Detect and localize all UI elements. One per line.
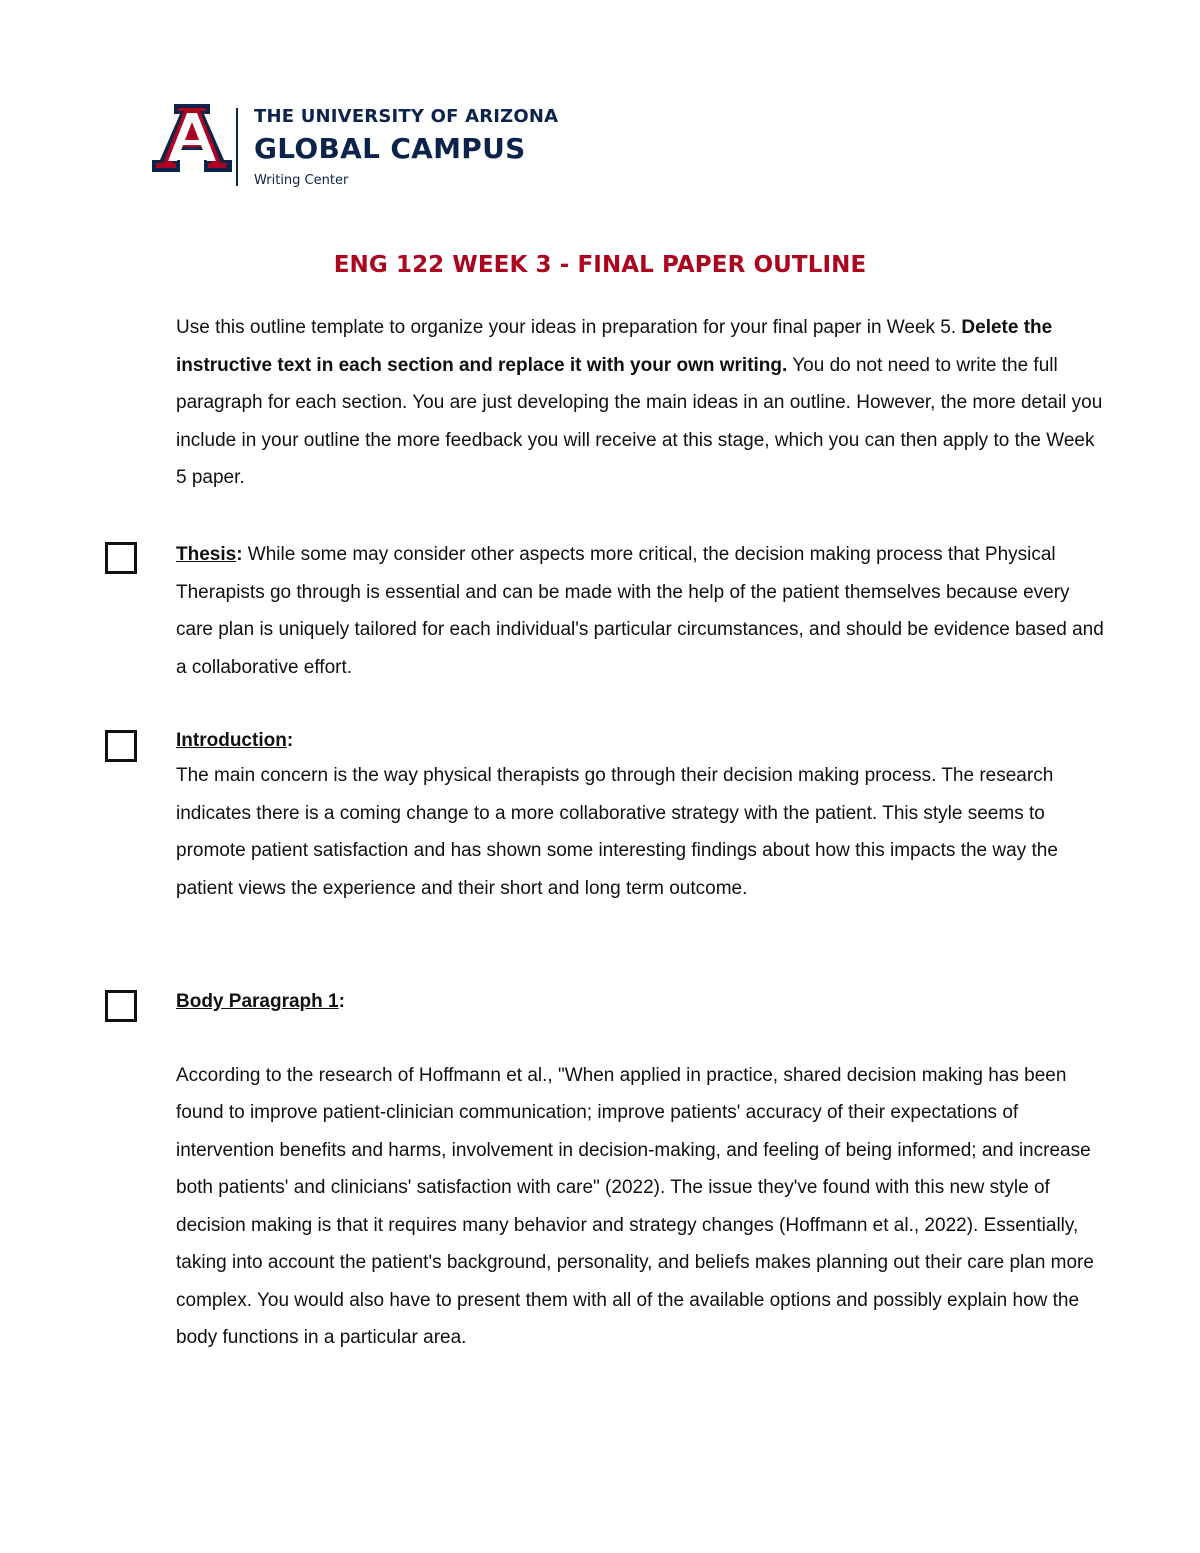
intro-instruction-bold: Delete the instructive text in each section and replace it with your own writing. xyxy=(176,317,1053,376)
intro-text-2: You do not need to write the full paragraph for each section. You are just developing the main ideas in an outline. However, the more detail you include in your outline the more feedback you will receive at this stage, which you can then apply to the Week 5 paper. xyxy=(176,354,1103,488)
thesis-paragraph xyxy=(176,536,1106,686)
introduction-section xyxy=(176,724,1106,907)
introduction-heading-line xyxy=(176,724,1106,757)
thesis-heading: Thesis xyxy=(176,544,237,565)
logo-department: Writing Center xyxy=(254,173,349,188)
body-paragraph-1-heading: Body Paragraph 1 xyxy=(176,991,339,1012)
block-a-logo-icon xyxy=(152,104,232,172)
thesis-text: While some may consider other aspects more critical, the decision making process that Physical Therapists go through is essential and can be made with the help of the patient themselves because every care plan is uniquely tailored for each individual's particular circumstances, and should be evidence based and a collaborative effort. xyxy=(176,544,1104,678)
document-title: ENG 122 WEEK 3 - FINAL PAPER OUTLINE xyxy=(333,252,867,278)
logo-university-name: THE UNIVERSITY OF ARIZONA xyxy=(254,106,559,127)
introduction-colon: : xyxy=(286,730,294,751)
logo-text xyxy=(254,104,558,190)
logo-campus-name: GLOBAL CAMPUS xyxy=(254,132,526,165)
thesis-colon: : xyxy=(236,544,243,565)
thesis-section xyxy=(176,536,1106,686)
introduction-checkbox[interactable] xyxy=(105,730,137,762)
logo-divider xyxy=(236,108,238,186)
intro-text-1: Use this outline template to organize your ideas in preparation for your final paper in Week 5. xyxy=(176,317,962,338)
body-paragraph-1-checkbox[interactable] xyxy=(105,990,137,1022)
introduction-heading: Introduction xyxy=(176,730,287,751)
intro-paragraph xyxy=(176,309,1106,497)
body-paragraph-1-heading-line xyxy=(176,983,1106,1021)
university-logo xyxy=(152,104,559,188)
body-paragraph-1-text: According to the research of Hoffmann et al., "When applied in practice, shared decision making has been found to improve patient-clinician communication; improve patients' accuracy of their expectations of intervention benefits and harms, involvement in decision-making, and feeling of being informed; and increase both patients' and clinicians' satisfaction with care" (2022). The issue they've found with this new style of decision making is that it requires many behavior and strategy changes (Hoffmann et al., 2022). Essentially, taking into account the patient's background, personality, and beliefs makes planning out their care plan more complex. You would also have to present them with all of the available options and possibly explain how the body functions in a particular area. xyxy=(176,1064,1094,1348)
body-paragraph-1-colon: : xyxy=(338,991,345,1012)
introduction-text: The main concern is the way physical therapists go through their decision making process. The research indicates there is a coming change to a more collaborative strategy with the patient. This style seems to promote patient satisfaction and has shown some interesting findings about how this impacts the way the patient views the experience and their short and long term outcome. xyxy=(176,765,1058,899)
thesis-checkbox[interactable] xyxy=(105,542,137,574)
body-paragraph-1-section xyxy=(176,983,1106,1357)
